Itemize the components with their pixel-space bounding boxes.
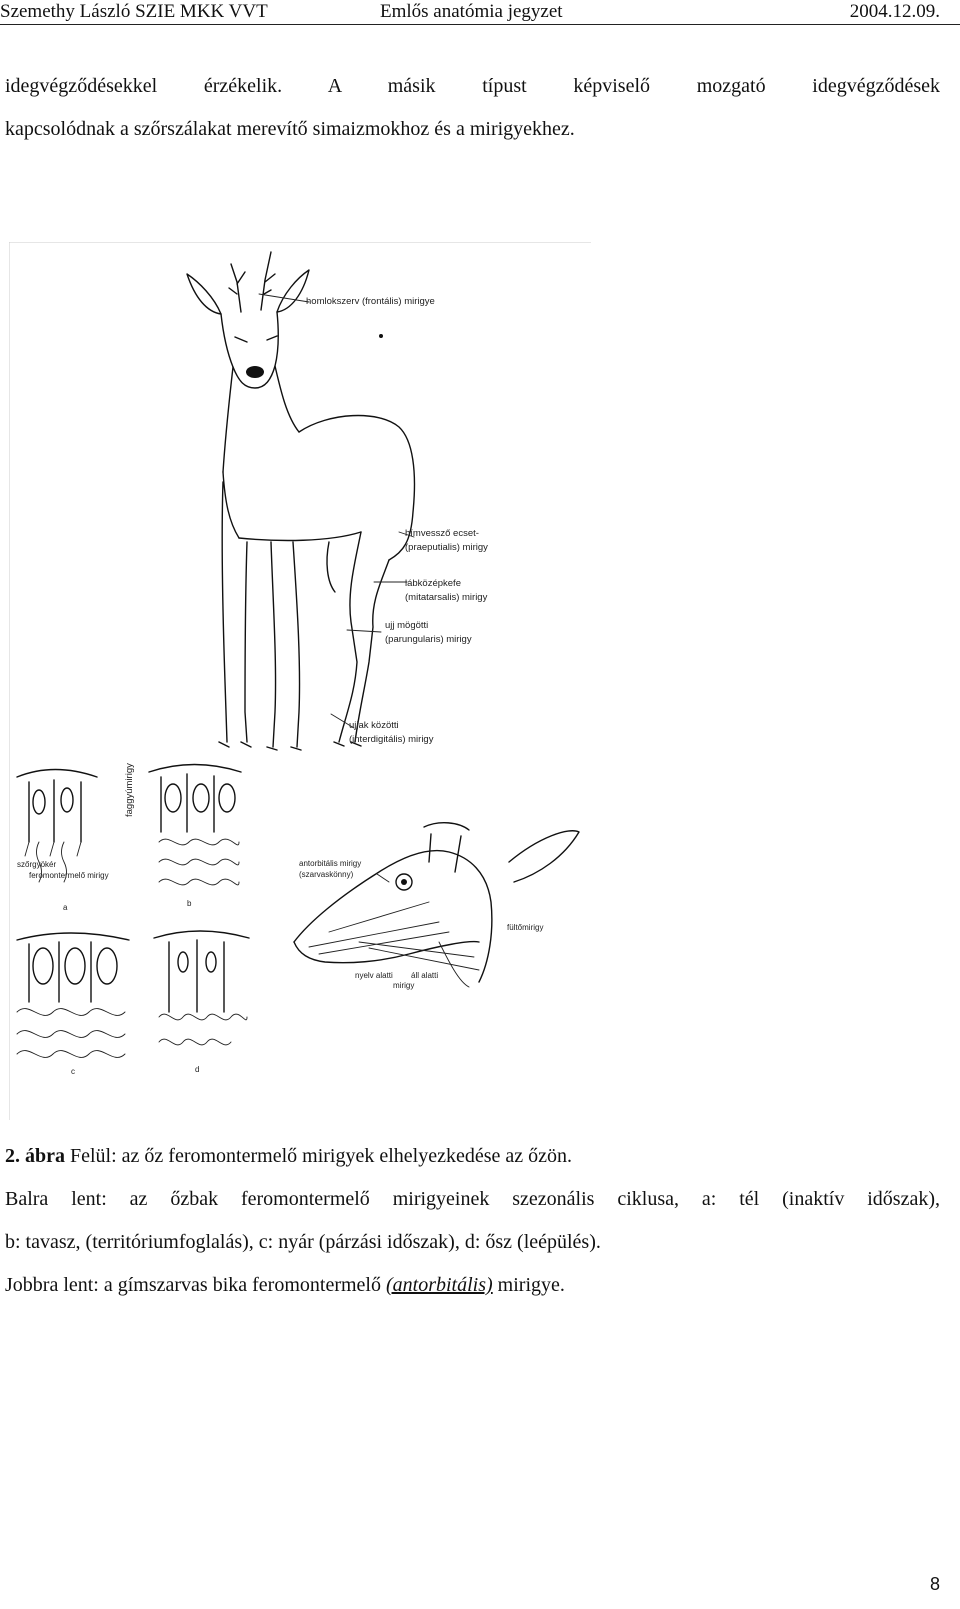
- figure-2: [9, 242, 591, 1120]
- label-feromontermelo: feromontermelő mirigy: [29, 871, 109, 880]
- label-d: d: [195, 1065, 200, 1074]
- header-title: Emlős anatómia jegyzet: [380, 1, 563, 22]
- page-header: [0, 0, 960, 25]
- label-ujj-1: ujj mögötti: [385, 620, 429, 631]
- caption-line-1: [5, 1144, 940, 1168]
- label-fultomirigy: fültőmirigy: [507, 923, 544, 932]
- label-ujjak-1: ujjak közötti: [349, 720, 399, 731]
- roe-deer-drawing: [187, 252, 414, 750]
- panel-c: [17, 933, 129, 1057]
- panel-b: [149, 765, 241, 885]
- label-himvesszo-1: hímvessző ecset-: [405, 528, 479, 539]
- caption-line-1-text: Felül: az őz feromontermelő mirigyek elhelyezkedése az őzön.: [65, 1145, 573, 1167]
- label-szorgyoker: szőrgyökér: [17, 860, 57, 869]
- intro-line-1: idegvégződésekkel érzékelik. A másik típust képviselő mozgató idegvégződések: [5, 75, 940, 97]
- caption-label: 2. ábra: [5, 1145, 65, 1167]
- label-nyelv-alatti-1: nyelv alatti: [355, 971, 393, 980]
- label-antorbitalis-1: antorbitális mirigy: [299, 859, 362, 868]
- label-ujj-2: (parungularis) mirigy: [385, 634, 472, 645]
- figure-illustration: [9, 242, 591, 1120]
- label-labkozep-2: (mitatarsalis) mirigy: [405, 592, 488, 603]
- caption-line-4-pre: Jobbra lent: a gímszarvas bika feromontermelő: [5, 1274, 386, 1296]
- label-faggyumirigy: faggyúmirigy: [124, 763, 135, 817]
- label-himvesszo-2: (praeputialis) mirigy: [405, 542, 488, 553]
- caption-line-4-post: mirigye.: [492, 1274, 565, 1296]
- label-nyelv-alatti-2: mirigy: [393, 981, 415, 990]
- label-antorbitalis-2: (szarvaskönny): [299, 870, 354, 879]
- panel-d: [154, 931, 249, 1045]
- label-homlokszerv: homlokszerv (frontális) mirigye: [306, 296, 435, 307]
- caption-line-4-emphasis: (antorbitális): [386, 1274, 493, 1296]
- caption-line-2: Balra lent: az őzbak feromontermelő mirigyeinek szezonális ciklusa, a: tél (inaktív időszak),: [5, 1188, 940, 1210]
- label-labkozep-1: lábközépkefe: [405, 578, 461, 589]
- label-all-alatti: áll alatti: [411, 971, 439, 980]
- header-author: Szemethy László SZIE MKK VVT: [0, 1, 268, 22]
- intro-line-2: kapcsolódnak a szőrszálakat merevítő simaizmokhoz és a mirigyekhez.: [5, 118, 575, 140]
- label-c: c: [71, 1067, 75, 1076]
- label-a: a: [63, 903, 68, 912]
- label-b: b: [187, 899, 192, 908]
- header-date: 2004.12.09.: [849, 1, 940, 22]
- red-deer-head-drawing: [294, 823, 579, 987]
- label-ujjak-2: (interdigitális) mirigy: [349, 734, 434, 745]
- page-number: 8: [929, 1574, 940, 1594]
- caption-line-4: [5, 1273, 565, 1297]
- caption-line-3: b: tavasz, (territóriumfoglalás), c: nyár (párzási időszak), d: ősz (leépülés).: [5, 1231, 601, 1253]
